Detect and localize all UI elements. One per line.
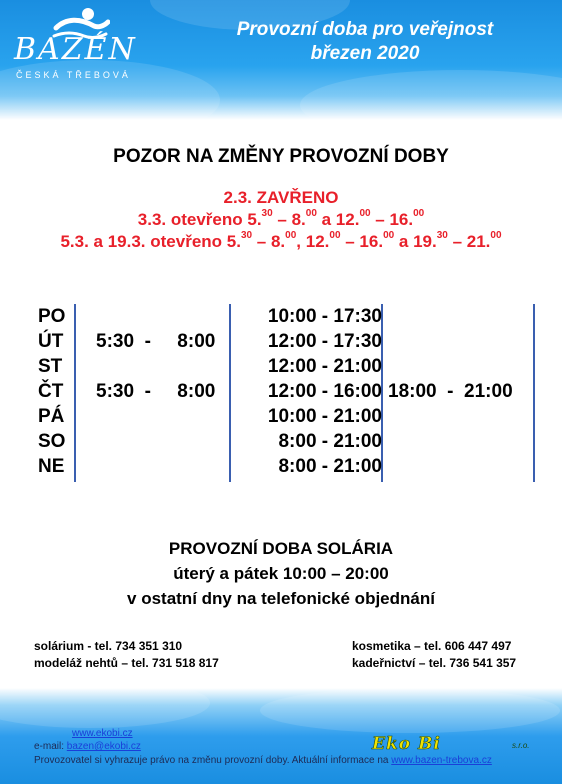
bazen-logo	[10, 6, 160, 86]
notice-heading: POZOR NA ZMĚNY PROVOZNÍ DOBY	[113, 146, 449, 167]
contact-hairdresser: kadeřnictví – tel. 736 541 357	[352, 656, 517, 670]
header-banner	[0, 0, 562, 120]
day-hours: 8:00 - 21:00	[278, 431, 382, 452]
morning-hours: 5:30 - 8:00	[96, 331, 216, 352]
day-label: SO	[38, 431, 66, 452]
solarium-heading: PROVOZNÍ DOBA SOLÁRIA	[168, 539, 394, 558]
day-label: ČT	[38, 381, 64, 402]
title-line-2: březen 2020	[310, 43, 420, 64]
email-line: e-mail: bazen@ekobi.cz	[34, 741, 141, 752]
website-link[interactable]: www.ekobi.cz	[72, 728, 133, 739]
day-hours: 10:00 - 17:30	[267, 306, 382, 327]
disclaimer-note: Provozovatel si vyhrazuje právo na změnu provozní doby. Aktuální informace na www.bazen-trebova.cz	[34, 755, 492, 766]
evening-hours: 18:00 - 21:00	[388, 381, 513, 402]
column-divider	[74, 304, 76, 482]
logo-wordmark: BAZÉN	[14, 32, 137, 67]
day-hours: 12:00 - 21:00	[267, 356, 382, 377]
contact-cosmetics: kosmetika – tel. 606 447 497	[352, 639, 512, 653]
day-label: NE	[38, 456, 65, 477]
solarium-booking-note: v ostatní dny na telefonické objednání	[127, 589, 435, 608]
day-label: PÁ	[38, 406, 65, 427]
info-website-link[interactable]: www.bazen-trebova.cz	[391, 755, 492, 766]
contact-nails: modeláž nehtů – tel. 731 518 817	[34, 656, 219, 670]
day-hours: 12:00 - 17:30	[267, 331, 382, 352]
footer-banner	[0, 688, 562, 784]
day-hours: 12:00 - 16:00	[267, 381, 382, 402]
day-label: ÚT	[38, 331, 64, 352]
day-label: ST	[38, 356, 63, 377]
ekobi-suffix: s.r.o.	[512, 741, 530, 750]
contact-solarium: solárium - tel. 734 351 310	[34, 639, 183, 653]
email-link[interactable]: bazen@ekobi.cz	[66, 741, 141, 752]
title-line-1: Provozní doba pro veřejnost	[236, 19, 494, 40]
column-divider	[229, 304, 231, 482]
day-hours: 10:00 - 21:00	[267, 406, 382, 427]
morning-hours: 5:30 - 8:00	[96, 381, 216, 402]
ekobi-logo: Eko Bi	[372, 734, 441, 754]
solarium-hours: úterý a pátek 10:00 – 20:00	[173, 564, 389, 583]
column-divider	[533, 304, 535, 482]
notice-line-2: 3.3. otevřeno 5.30 – 8.00 a 12.00 – 16.00	[137, 208, 425, 229]
page-title	[180, 18, 550, 66]
notice-line-3: 5.3. a 19.3. otevřeno 5.30 – 8.00, 12.00 – 16.00 a 19.30 – 21.00	[60, 230, 502, 251]
day-label: PO	[38, 306, 66, 327]
day-hours: 8:00 - 21:00	[278, 456, 382, 477]
notice-closed-line: 2.3. ZAVŘENO	[223, 188, 339, 207]
logo-subtext: ČESKÁ TŘEBOVÁ	[16, 70, 131, 80]
